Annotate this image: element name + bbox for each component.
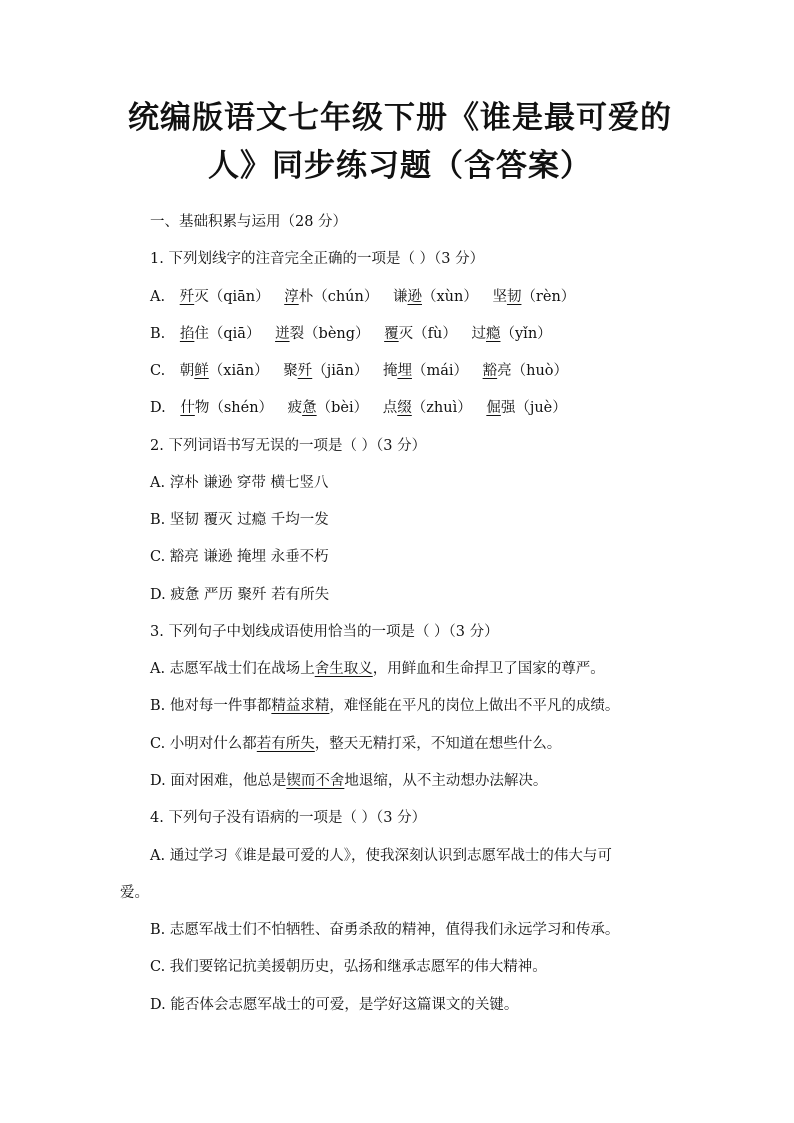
question-3-option-d: D. 面对困难，他总是锲而不舍地退缩，从不主动想办法解决。 [150, 773, 548, 789]
pinyin-item: 点缀（zhuì） [382, 400, 472, 416]
pinyin-item: 谦逊（xùn） [392, 289, 478, 305]
pinyin-item: 什物（shén） [180, 400, 274, 416]
question-1-option-d: D. 什物（shén） 疲惫（bèi） 点缀（zhuì） 倔强（juè） [150, 400, 567, 416]
pinyin-item: 朝鲜（xiān） [179, 363, 269, 379]
question-4-option-d: D. 能否体会志愿军战士的可爱，是学好这篇课文的关键。 [150, 997, 519, 1013]
question-2-option-a: A. 淳朴 谦逊 穿带 横七竖八 [150, 475, 329, 491]
pinyin-item: 过瘾（yǐn） [471, 326, 552, 342]
pinyin-item: 淳朴（chún） [284, 289, 379, 305]
question-2-option-b: B. 坚韧 覆灭 过瘾 千均一发 [150, 512, 329, 528]
pinyin-item: 掩埋（mái） [382, 363, 468, 379]
question-3-option-c: C. 小明对什么都若有所失，整天无精打采，不知道在想些什么。 [150, 736, 562, 752]
question-1-option-c: C. 朝鲜（xiān） 聚歼（jiān） 掩埋（mái） 豁亮（huò） [150, 363, 569, 379]
pinyin-item: 疲惫（bèi） [287, 400, 369, 416]
section-heading: 一、基础积累与运用（28 分） [150, 214, 348, 230]
question-2-option-d: D. 疲惫 严历 聚歼 若有所失 [150, 587, 330, 603]
question-4-option-b: B. 志愿军战士们不怕牺牲、奋勇杀敌的精神，值得我们永远学习和传承。 [150, 922, 620, 938]
question-1-stem: 1. 下列划线字的注音完全正确的一项是（ ）（3 分） [150, 251, 485, 267]
pinyin-item: 掐住（qiā） [179, 326, 261, 342]
question-3-stem: 3. 下列句子中划线成语使用恰当的一项是（ ）（3 分） [150, 624, 499, 640]
pinyin-item: 倔强（juè） [486, 400, 567, 416]
title-line-1: 统编版语文七年级下册《谁是最可爱的 [128, 100, 672, 136]
question-1-option-a: A. 歼灭（qiān） 淳朴（chún） 谦逊（xùn） 坚韧（rèn） [150, 289, 576, 305]
question-3-option-a: A. 志愿军战士们在战场上舍生取义，用鲜血和生命捍卫了国家的尊严。 [150, 661, 605, 677]
question-1-option-b: B. 掐住（qiā） 迸裂（bèng） 覆灭（fù） 过瘾（yǐn） [150, 326, 552, 342]
title-line-2: 人》同步练习题（含答案） [208, 148, 592, 184]
pinyin-item: 迸裂（bèng） [275, 326, 370, 342]
pinyin-item: 歼灭（qiān） [179, 289, 270, 305]
pinyin-item: 豁亮（huò） [482, 363, 569, 379]
question-3-option-b: B. 他对每一件事都精益求精，难怪能在平凡的岗位上做出不平凡的成绩。 [150, 698, 620, 714]
question-4-option-a: A. 通过学习《谁是最可爱的人》，使我深刻认识到志愿军战士的伟大与可 [150, 848, 612, 864]
pinyin-item: 覆灭（fù） [384, 326, 457, 342]
pinyin-item: 坚韧（rèn） [492, 289, 576, 305]
question-4-option-a-continued: 爱。 [120, 885, 149, 901]
page-title [120, 94, 680, 190]
question-4-option-c: C. 我们要铭记抗美援朝历史，弘扬和继承志愿军的伟大精神。 [150, 959, 547, 975]
question-2-option-c: C. 豁亮 谦逊 掩埋 永垂不朽 [150, 549, 329, 565]
question-4-stem: 4. 下列句子没有语病的一项是（ ）（3 分） [150, 810, 427, 826]
question-2-stem: 2. 下列词语书写无误的一项是（ ）（3 分） [150, 438, 427, 454]
pinyin-item: 聚歼（jiān） [283, 363, 369, 379]
